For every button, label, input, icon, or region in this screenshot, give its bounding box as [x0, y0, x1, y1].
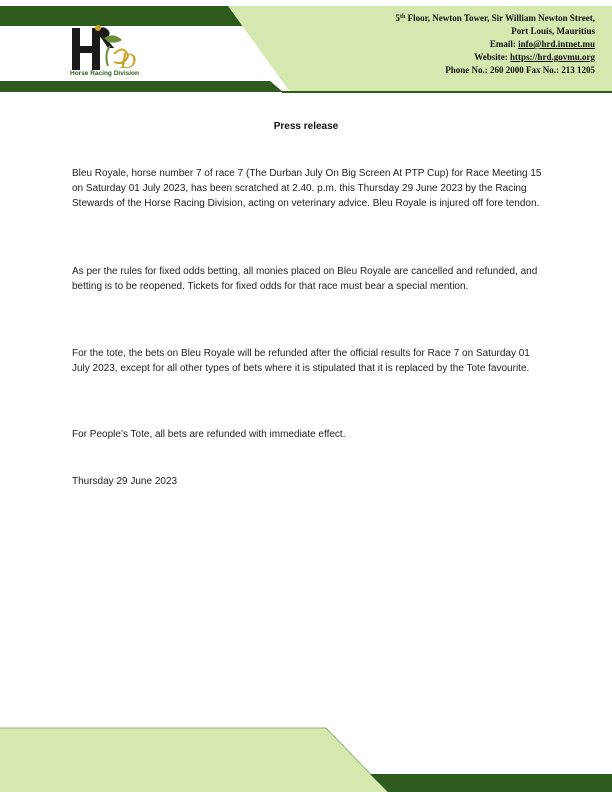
footer-light-panel: [0, 728, 388, 792]
paragraph-peoples-tote: For People’s Tote, all bets are refunded with immediate effect.: [72, 429, 346, 440]
website-link[interactable]: https://hrd.govmu.org: [509, 52, 595, 62]
footer-band: [0, 726, 612, 792]
logo-caption: Horse Racing Division: [70, 70, 139, 77]
footer-dark-stripe: [370, 774, 612, 792]
document-date: Thursday 29 June 2023: [72, 476, 178, 487]
address-line-2: Port Louis, Mauritius: [511, 26, 595, 36]
paragraph-tote: For the tote, the bets on Bleu Royale will be refunded after the official results for Race 7 on Saturday 01 July 2023, except for all other types of bets where it is stipulated that it is replaced by the Tote favourite.: [72, 348, 530, 374]
header-bottom-stripe: [0, 81, 283, 92]
phone-line: Phone No.: 260 2000 Fax No.: 213 1205: [445, 65, 595, 75]
address-block: [395, 12, 595, 77]
email-line: Email: info@hrd.intnet.mu: [489, 39, 595, 49]
email-link[interactable]: info@hrd.intnet.mu: [518, 39, 595, 49]
website-line: Website: https://hrd.govmu.org: [474, 52, 595, 62]
svg-text:D: D: [120, 48, 136, 73]
header-dark-stripe: [0, 6, 262, 26]
document-title: Press release: [273, 121, 339, 132]
paragraph-fixed-odds: As per the rules for fixed odds betting, all monies placed on Bleu Royale are cancelled and refunded, and betting is to be reopened. Tickets for fixed odds for that race must bear a special mention.: [72, 266, 538, 292]
paragraph-scratching: Bleu Royale, horse number 7 of race 7 (The Durban July On Big Screen At PTP Cup) for Race Meeting 15 on Saturday 01 July 2023, has been scratched at 2.40. p.m. this Thursday 29 June 2023 by the Racing Stewards of the Horse Racing Division, acting on veterinary advice. Bleu Royale is injured off fore tendon.: [72, 168, 542, 209]
address-line-1: 5th Floor, Newton Tower, Sir William Newton Street,: [395, 13, 595, 23]
